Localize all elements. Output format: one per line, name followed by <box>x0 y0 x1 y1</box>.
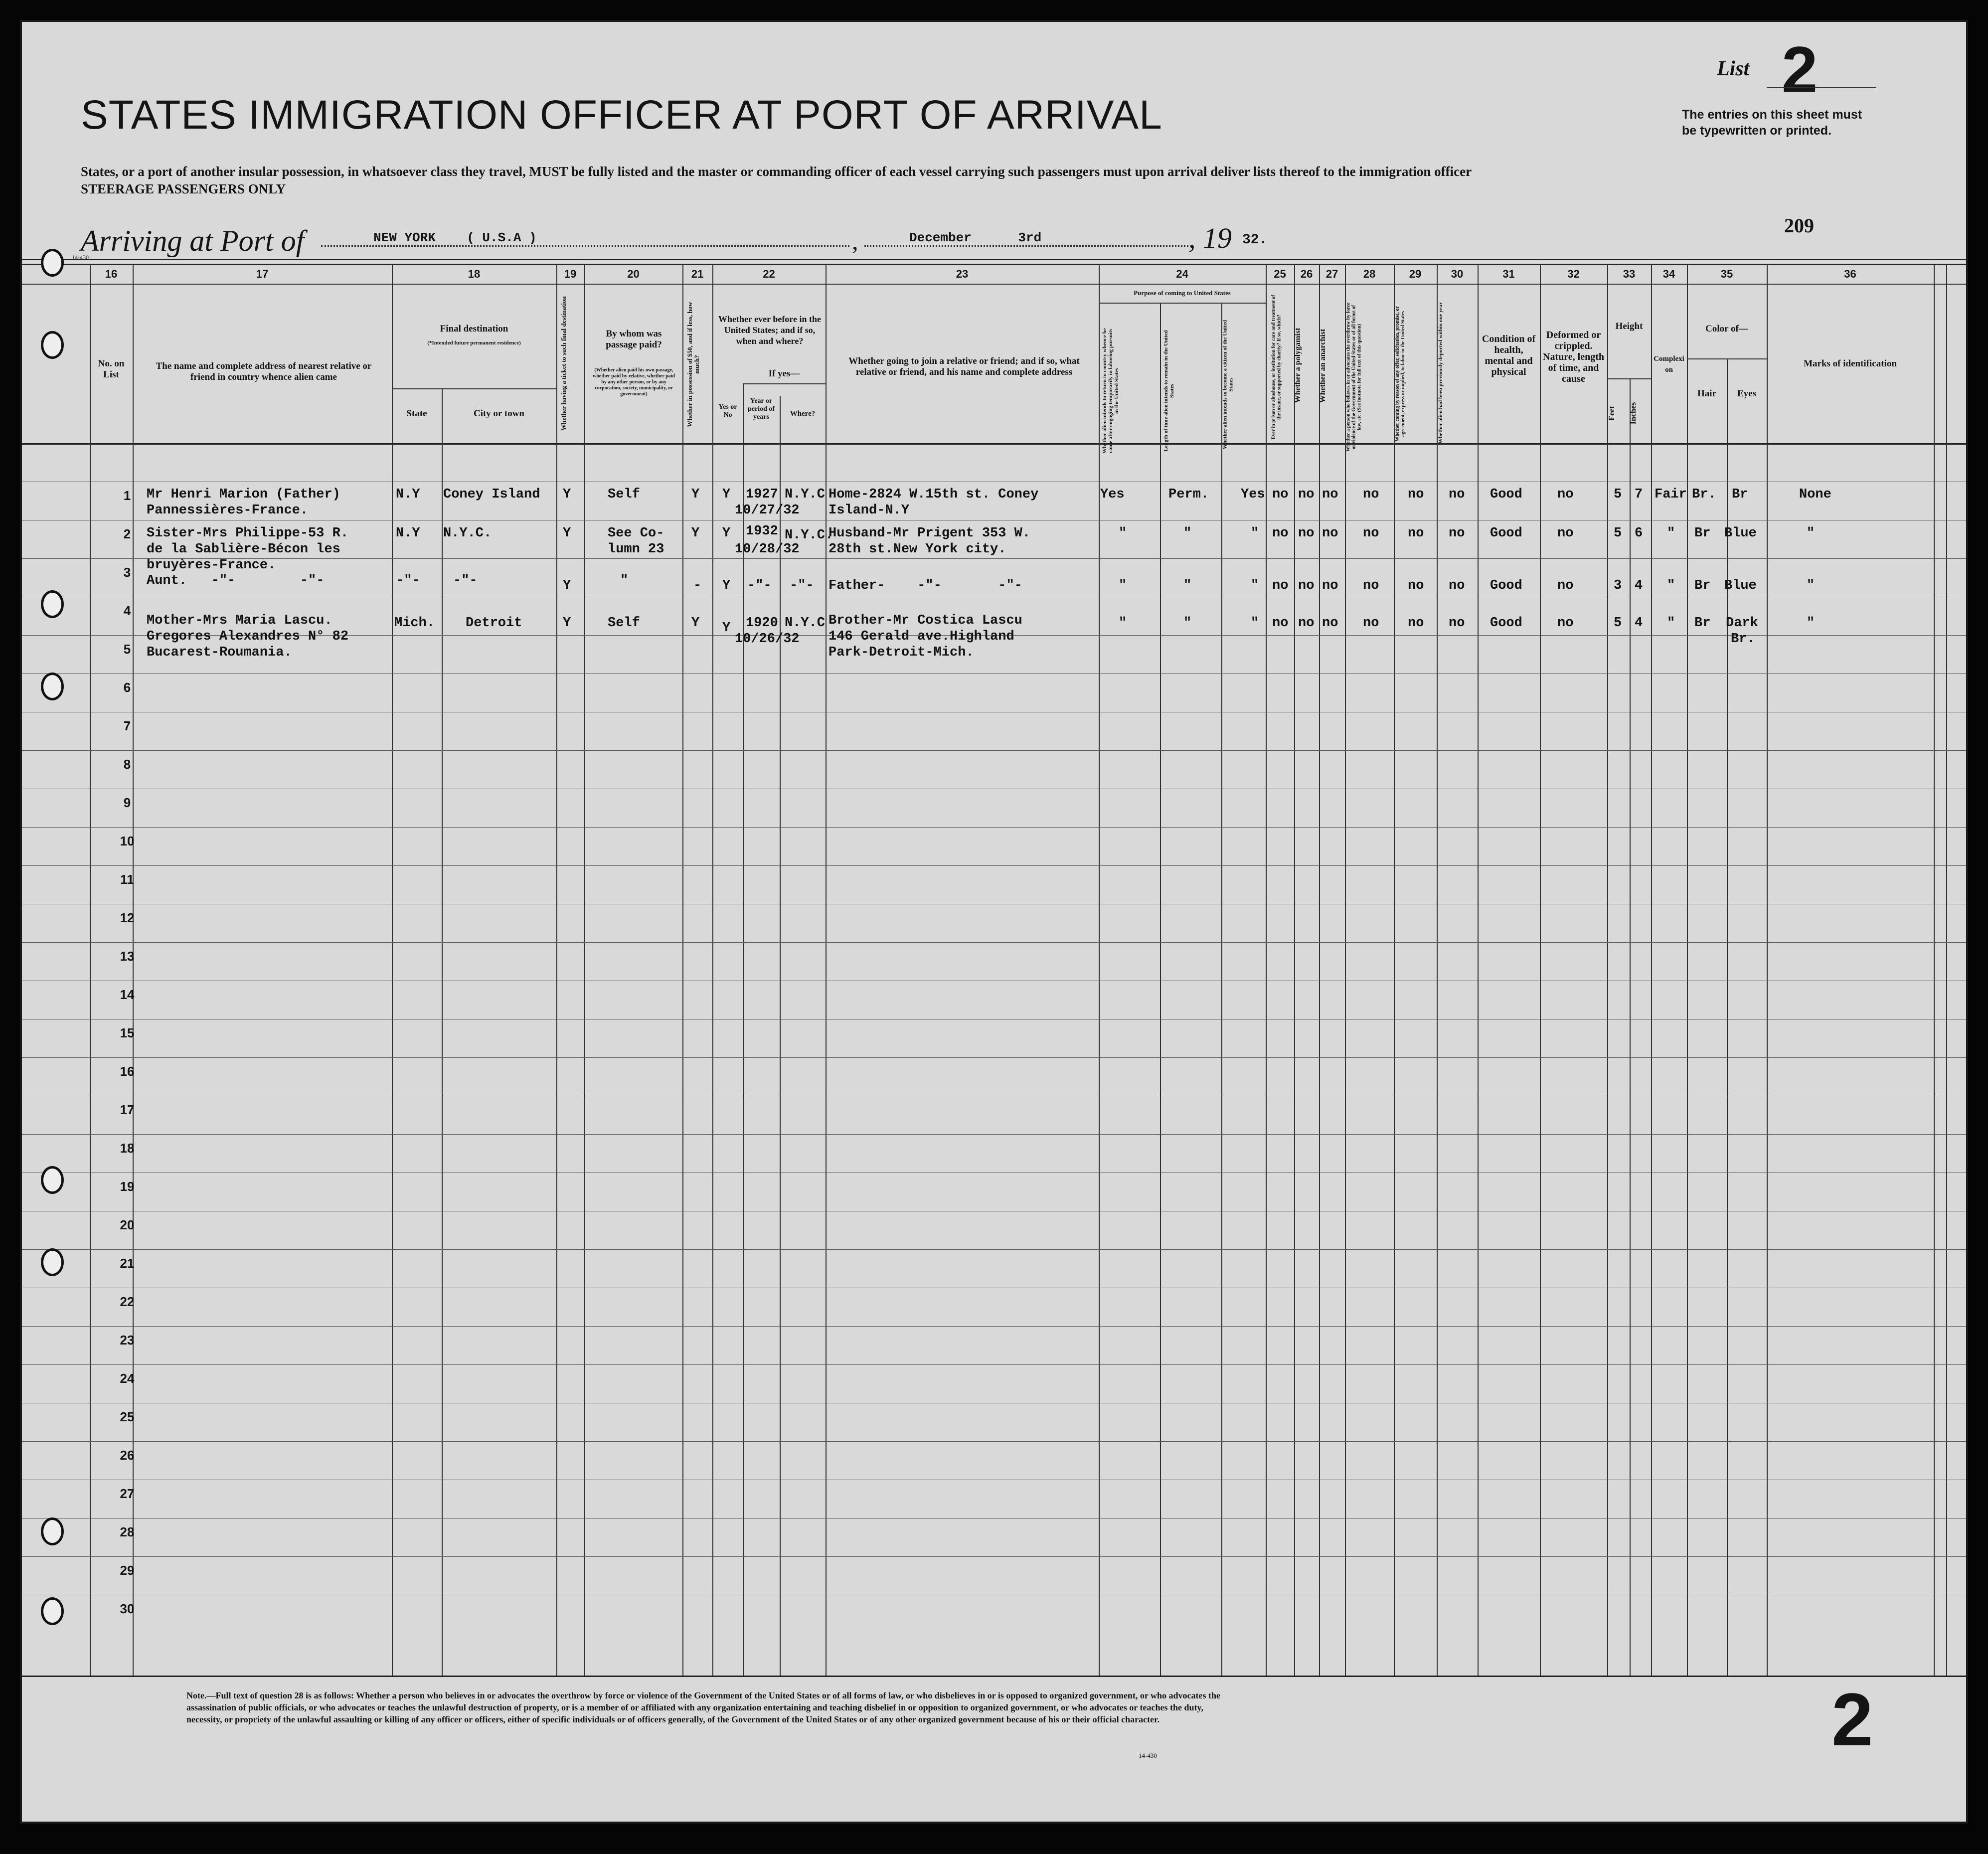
joining-line: Husband-Mr Prigent 353 W. <box>828 526 1031 541</box>
hdr-health: Condition of health, mental and physical <box>1482 334 1536 377</box>
col-num-34: 34 <box>1662 268 1675 280</box>
hdr-yes-no: Yes or No <box>718 403 737 419</box>
state-value: -"- <box>396 573 420 588</box>
footer-note: Note.—Full text of question 28 is as follows: Whether a person who believes in or advocates the overthrow by force or violence of the Government of the United States or of all forms of law, or who disbelieves in or is opposed to organized government, or who advocates the assassination of public officials, or who advocates or teaches the unlawful destruction of property, or is a member of or affiliated with any organization entertaining and teaching disbelief in or opposition to organized government, or who advocates or teaches the duty, necessity, or propriety of the unlawful assaulting or killing of any officer or officers, either of specific individuals or of officers generally, of the Government of the United States or of any other organized government because of his or their official character. <box>186 1690 1221 1724</box>
hdr-polygamist: Whether a polygamist <box>1294 328 1302 403</box>
before-value: Y <box>722 487 731 502</box>
inches-value: 4 <box>1635 616 1643 631</box>
col-line <box>780 396 781 1676</box>
row-rule <box>22 1556 1966 1557</box>
header-bottom-rule <box>22 443 1966 445</box>
list-underline <box>1767 87 1876 88</box>
page-number: 2 <box>1831 1678 1873 1761</box>
row-number: 2 <box>123 526 131 541</box>
hdr-joining: Whether going to join a relative or friend; and if so, what relative or friend, and his name and complete address <box>848 356 1080 377</box>
col-num-36: 36 <box>1844 268 1856 280</box>
instructions-line-1: The entries on this sheet must <box>1682 108 1862 122</box>
hdr-q29: Whether coming by reason of any offer, solicitation, promise, or agreement, express or implied, to labor in the United States <box>1395 306 1406 442</box>
steerage-label: STEERAGE PASSENGERS ONLY <box>81 181 286 196</box>
row-number: 10 <box>120 834 135 848</box>
col-line <box>584 264 585 1676</box>
row-number: 24 <box>120 1371 135 1386</box>
q30-value: no <box>1449 526 1465 541</box>
deformed-value: no <box>1557 487 1574 502</box>
marks-value: None <box>1799 487 1831 502</box>
binder-hole <box>41 1597 64 1625</box>
hdr-inches: Inches <box>1629 402 1638 425</box>
col-num-25: 25 <box>1274 268 1286 280</box>
col-line <box>1607 264 1608 1676</box>
header-rule <box>22 259 1966 260</box>
hdr-purpose-a: Whether alien intends to return to country whence he came after engaging temporarily in laboring pursuits in the United States <box>1102 328 1120 454</box>
q30-value: no <box>1449 487 1465 502</box>
marks-value: " <box>1807 616 1815 631</box>
hair-value: Br <box>1694 526 1711 541</box>
header-subtext: States, or a port of another insular possession, in whatsoever class they travel, MUST be fully listed and the master or commanding officer of each vessel carrying such passengers must upon arrival deliver lists thereof to the immigration officer <box>81 164 1472 179</box>
binder-hole <box>41 673 64 700</box>
col-num-22: 22 <box>763 268 775 280</box>
binder-hole <box>41 590 64 618</box>
subhdr-rule <box>392 388 556 389</box>
hdr-hair: Hair <box>1697 388 1716 399</box>
hdr-anarchist: Whether an anarchist <box>1319 329 1327 403</box>
col-line <box>1651 264 1652 1676</box>
col-line <box>556 264 557 1676</box>
hair-value: Br. <box>1692 487 1716 502</box>
hdr-final-destination-note: (*Intended future permanent residence) <box>427 340 521 346</box>
possession-value: Y <box>691 487 700 502</box>
q27-value: no <box>1322 487 1338 502</box>
q25-value: no <box>1272 578 1289 593</box>
col-line <box>743 383 744 1676</box>
q27-value: no <box>1322 616 1338 631</box>
col-num-20: 20 <box>627 268 640 280</box>
col-line <box>1630 378 1631 1676</box>
health-value: Good <box>1490 578 1522 593</box>
row-rule <box>22 1134 1966 1135</box>
hdr-ticket: Whether having a ticket to such final destination <box>560 296 567 431</box>
ticket-value: Y <box>563 616 571 631</box>
city-value: Detroit <box>466 616 522 631</box>
q28-value: no <box>1363 526 1379 541</box>
col-line <box>1767 264 1768 1676</box>
col-line <box>1345 264 1346 1676</box>
col-line <box>826 264 827 1676</box>
purpose-b-value: " <box>1183 616 1192 631</box>
joining-line: Brother-Mr Costica Lascu <box>828 613 1022 628</box>
possession-value: - <box>693 578 702 593</box>
purpose-b-value: Perm. <box>1168 487 1209 502</box>
inches-value: 7 <box>1635 487 1643 502</box>
inches-value: 6 <box>1635 526 1643 541</box>
q25-value: no <box>1272 487 1289 502</box>
row-number: 15 <box>120 1025 135 1040</box>
col-num-18: 18 <box>468 268 481 280</box>
stamp-number: 209 <box>1784 214 1814 237</box>
q25-value: no <box>1272 526 1289 541</box>
passage-value: " <box>620 573 629 588</box>
subhdr-rule <box>1687 358 1767 359</box>
joining-line: Home-2824 W.15th st. Coney <box>828 487 1039 502</box>
purpose-b-value: " <box>1183 578 1192 593</box>
col-line <box>90 264 91 1676</box>
row-number: 18 <box>120 1141 135 1156</box>
row-number: 16 <box>120 1064 135 1079</box>
row-rule <box>22 1364 1966 1365</box>
subhdr-rule <box>1099 303 1266 304</box>
hair-value: Br <box>1694 616 1711 631</box>
year-date-value: 10/27/32 <box>735 503 800 518</box>
table-bottom-rule <box>22 1676 1966 1677</box>
feet-value: 5 <box>1614 487 1622 502</box>
feet-value: 5 <box>1614 526 1622 541</box>
col-line <box>1727 358 1728 1676</box>
row-number: 14 <box>120 987 135 1002</box>
deformed-value: no <box>1557 616 1574 631</box>
row-number: 19 <box>120 1179 135 1194</box>
col-line <box>1687 264 1688 1676</box>
joining-line: 146 Gerald ave.Highland <box>828 629 1014 644</box>
marks-value: " <box>1807 526 1815 541</box>
row-rule <box>22 1441 1966 1442</box>
joining-line: Island-N.Y <box>828 503 910 518</box>
row-rule <box>22 558 1966 559</box>
col-num-28: 28 <box>1363 268 1376 280</box>
hdr-city: City or town <box>473 408 525 419</box>
health-value: Good <box>1490 616 1522 631</box>
eyes-value: Blue <box>1724 526 1757 541</box>
col-line <box>133 264 134 1676</box>
col-num-27: 27 <box>1325 268 1338 280</box>
ticket-value: Y <box>563 578 571 593</box>
hdr-complexion: Complexion <box>1654 355 1684 374</box>
col-line <box>1478 264 1479 1676</box>
row-number: 4 <box>123 603 131 618</box>
eyes-value: Br <box>1732 487 1748 502</box>
where-value: N.Y.C <box>785 616 826 631</box>
complexion-value: Fair <box>1655 487 1687 502</box>
col-line <box>712 264 713 1676</box>
relative-line: Mother-Mrs Maria Lascu. <box>147 613 332 628</box>
col-line <box>1319 264 1320 1676</box>
hdr-passage: By whom was passage paid? <box>606 329 662 350</box>
col-num-32: 32 <box>1567 268 1580 280</box>
date-value: December 3rd <box>909 230 1042 245</box>
col-line <box>1540 264 1541 1676</box>
row-number: 5 <box>123 642 131 657</box>
col-num-35: 35 <box>1720 268 1733 280</box>
hdr-deformed: Deformed or crippled. Nature, length of time, and cause <box>1543 330 1604 384</box>
row-rule <box>22 827 1966 828</box>
hdr-q30: Whether alien had been previously deported within one year <box>1438 302 1444 444</box>
row-number: 13 <box>120 949 135 964</box>
row-number: 28 <box>120 1524 135 1539</box>
purpose-c-value: " <box>1251 578 1259 593</box>
q25-value: no <box>1272 616 1289 631</box>
deformed-value: no <box>1557 526 1574 541</box>
eyes-value: Blue <box>1724 578 1757 593</box>
complexion-value: " <box>1667 616 1675 631</box>
comma: , <box>852 227 858 255</box>
col-num-33: 33 <box>1623 268 1636 280</box>
hdr-final-destination: Final destination <box>440 324 508 334</box>
binder-hole <box>41 1248 64 1276</box>
hdr-marks: Marks of identification <box>1804 358 1897 369</box>
hdr-year-period: Year or period of years <box>747 397 775 421</box>
feet-value: 3 <box>1614 578 1622 593</box>
hdr-no-on-list: No. on List <box>98 358 125 380</box>
deformed-value: no <box>1557 578 1574 593</box>
col-line <box>1221 303 1222 1676</box>
row-rule <box>22 865 1966 866</box>
city-value: -"- <box>453 573 478 588</box>
colnum-rule <box>22 284 1966 285</box>
passage-value: Self <box>608 616 640 631</box>
q29-value: no <box>1408 578 1424 593</box>
year-value: 1920 <box>746 616 778 631</box>
feet-value: 5 <box>1614 616 1622 631</box>
list-number: 2 <box>1782 33 1818 106</box>
page-title: STATES IMMIGRATION OFFICER AT PORT OF ARRIVAL <box>81 92 1162 138</box>
row-number: 27 <box>120 1486 135 1501</box>
col-line <box>1394 264 1395 1676</box>
row-number: 3 <box>123 565 131 580</box>
marks-value: " <box>1807 578 1815 593</box>
joining-line: 28th st.New York city. <box>828 542 1006 557</box>
before-value: Y <box>722 578 731 593</box>
q28-value: no <box>1363 487 1379 502</box>
col-line <box>1437 264 1438 1676</box>
col-line <box>1946 264 1947 1676</box>
relative-line: Sister-Mrs Philippe-53 R. <box>147 526 349 541</box>
col-num-19: 19 <box>564 268 577 280</box>
purpose-a-value: " <box>1119 578 1127 593</box>
col-line <box>1294 264 1295 1676</box>
before-value: Y <box>722 621 731 636</box>
col-num-23: 23 <box>956 268 969 280</box>
relative-line: Bucarest-Roumania. <box>147 645 292 660</box>
state-value: N.Y <box>396 487 420 502</box>
row-rule <box>22 942 1966 943</box>
row-number: 30 <box>120 1601 135 1616</box>
col-line <box>1934 264 1935 1676</box>
hdr-before-us: Whether ever before in the United States; and if so, when and where? <box>718 314 821 346</box>
q26-value: no <box>1298 578 1315 593</box>
form-code-top: 14-430 <box>72 254 89 261</box>
row-rule <box>22 1057 1966 1058</box>
col-num-26: 26 <box>1300 268 1313 280</box>
q27-value: no <box>1322 578 1338 593</box>
q29-value: no <box>1408 616 1424 631</box>
where-value: N.Y.C <box>785 487 826 502</box>
manifest-sheet <box>20 20 1968 1824</box>
year-date-value: 10/28/32 <box>735 542 800 557</box>
hdr-eyes: Eyes <box>1737 388 1756 399</box>
relative-line: Aunt. -"- -"- <box>147 573 325 588</box>
q28-value: no <box>1363 578 1379 593</box>
possession-value: Y <box>691 526 700 541</box>
row-number: 17 <box>120 1102 135 1117</box>
q28-value: no <box>1363 616 1379 631</box>
row-number: 1 <box>123 488 131 503</box>
purpose-b-value: " <box>1183 526 1192 541</box>
eyes-value-2: Br. <box>1731 632 1755 647</box>
hdr-purpose-c: Whether alien intends to become a citizen of the United States <box>1222 320 1234 450</box>
col-line <box>1099 264 1100 1676</box>
row-number: 23 <box>120 1333 135 1348</box>
q26-value: no <box>1298 487 1315 502</box>
health-value: Good <box>1490 526 1522 541</box>
city-value: N.Y.C. <box>443 526 492 541</box>
hdr-purpose: Purpose of coming to United States <box>1134 289 1231 297</box>
row-number: 7 <box>123 718 131 733</box>
port-line <box>321 245 849 247</box>
instructions-line-2: be typewritten or printed. <box>1682 124 1832 138</box>
row-number: 8 <box>123 757 131 772</box>
subhdr-rule <box>1607 378 1651 379</box>
row-number: 9 <box>123 795 131 810</box>
purpose-a-value: " <box>1119 526 1127 541</box>
passage-value: See Co- <box>608 526 664 541</box>
relative-line: Gregores Alexandres N° 82 <box>147 629 349 644</box>
hdr-purpose-b: Length of time alien intends to remain in the United States <box>1163 330 1175 452</box>
row-number: 12 <box>120 910 135 925</box>
hdr-where: Where? <box>790 410 816 418</box>
row-number: 26 <box>120 1448 135 1463</box>
complexion-value: " <box>1667 526 1675 541</box>
q27-value: no <box>1322 526 1338 541</box>
purpose-c-value: " <box>1251 616 1259 631</box>
where-value: N.Y.C. <box>785 528 833 543</box>
possession-value: Y <box>691 616 700 631</box>
ticket-value: Y <box>563 526 571 541</box>
city-value: Coney Island <box>443 487 540 502</box>
year-value: -"- <box>747 578 772 593</box>
year-date-value: 10/26/32 <box>735 632 800 647</box>
col-num-30: 30 <box>1451 268 1464 280</box>
q26-value: no <box>1298 526 1315 541</box>
relative-line: bruyères-France. <box>147 558 276 573</box>
purpose-c-value: Yes <box>1241 487 1265 502</box>
row-rule <box>22 1326 1966 1327</box>
row-number: 11 <box>120 872 134 887</box>
ticket-value: Y <box>563 487 571 502</box>
purpose-a-value: Yes <box>1100 487 1125 502</box>
subhdr-rule <box>743 383 826 384</box>
year-prefix: , 19 <box>1188 222 1232 254</box>
q26-value: no <box>1298 616 1315 631</box>
passage-value-2: lumn 23 <box>608 542 664 557</box>
row-number: 20 <box>120 1217 135 1232</box>
hdr-feet: Feet <box>1608 406 1616 421</box>
year-value: 1927 <box>746 487 778 502</box>
col-line <box>442 388 443 1676</box>
row-number: 22 <box>120 1294 135 1309</box>
form-code-bottom: 14-430 <box>1139 1752 1157 1759</box>
state-value: Mich. <box>394 616 435 631</box>
col-line <box>1160 303 1161 1676</box>
row-number: 29 <box>120 1563 135 1578</box>
typewritten-instructions <box>1682 107 1862 139</box>
binder-hole <box>41 1166 64 1194</box>
hdr-prison: Ever in prison or almshouse, or institution for care and treatment of the insane, or supported by charity? If so, which? <box>1271 295 1282 440</box>
col-line <box>682 264 683 1676</box>
eyes-value: Dark <box>1726 616 1758 631</box>
relative-line: Mr Henri Marion (Father) <box>147 487 340 502</box>
q29-value: no <box>1408 487 1424 502</box>
port-value: NEW YORK ( U.S.A ) <box>373 230 537 245</box>
list-label: List <box>1717 57 1750 80</box>
col-num-24: 24 <box>1176 268 1188 280</box>
col-num-17: 17 <box>256 268 269 280</box>
q30-value: no <box>1449 578 1465 593</box>
where-value: -"- <box>790 578 814 593</box>
year-value: 1932 <box>746 524 778 539</box>
hdr-state: State <box>406 408 427 419</box>
relative-line: Pannessières-France. <box>147 503 309 518</box>
row-number: 6 <box>123 680 131 695</box>
passage-value: Self <box>608 487 640 502</box>
q30-value: no <box>1449 616 1465 631</box>
hdr-possession: Whether in possession of $50, and if less, how much? <box>686 302 700 427</box>
state-value: N.Y <box>396 526 420 541</box>
row-rule <box>22 750 1966 751</box>
complexion-value: " <box>1667 578 1675 593</box>
col-num-16: 16 <box>105 268 118 280</box>
col-line <box>1266 264 1267 1676</box>
col-num-31: 31 <box>1502 268 1515 280</box>
relative-line: de la Sablière-Bécon les <box>147 542 340 557</box>
hdr-q28: Whether a person who believes in or advocates the overthrow by force or violence of the Government of the United States or of all forms of law, etc. (See footnote for full text of this question) <box>1345 303 1362 452</box>
q29-value: no <box>1408 526 1424 541</box>
row-number: 21 <box>120 1256 135 1271</box>
binder-hole <box>41 249 64 277</box>
binder-hole <box>41 1517 64 1545</box>
inches-value: 4 <box>1635 578 1643 593</box>
hdr-color-of: Color of— <box>1705 324 1748 334</box>
health-value: Good <box>1490 487 1522 502</box>
purpose-a-value: " <box>1119 616 1127 631</box>
row-rule <box>22 1249 1966 1250</box>
col-num-21: 21 <box>691 268 704 280</box>
hdr-height: Height <box>1615 321 1643 332</box>
year-suffix: 32. <box>1242 232 1268 248</box>
before-value: Y <box>722 526 731 541</box>
joining-line: Park-Detroit-Mich. <box>828 645 974 660</box>
col-num-29: 29 <box>1409 268 1422 280</box>
hdr-passage-note: (Whether alien paid his own passage, whether paid by relative, whether paid by any other person, or by any corporation, society, municipality, or government) <box>592 367 675 397</box>
arriving-label: Arriving at Port of <box>81 224 305 257</box>
hdr-relative: The name and complete address of nearest relative or friend in country whence alien came <box>156 361 372 382</box>
table-top-rule <box>22 264 1966 265</box>
hair-value: Br <box>1694 578 1711 593</box>
row-number: 25 <box>120 1409 135 1424</box>
hdr-if-yes: If yes— <box>768 368 800 379</box>
manifest-table <box>22 264 1966 1682</box>
binder-hole <box>41 331 64 359</box>
date-line <box>864 245 1188 247</box>
purpose-c-value: " <box>1251 526 1259 541</box>
col-line <box>392 264 393 1676</box>
joining-line: Father- -"- -"- <box>828 578 1022 593</box>
